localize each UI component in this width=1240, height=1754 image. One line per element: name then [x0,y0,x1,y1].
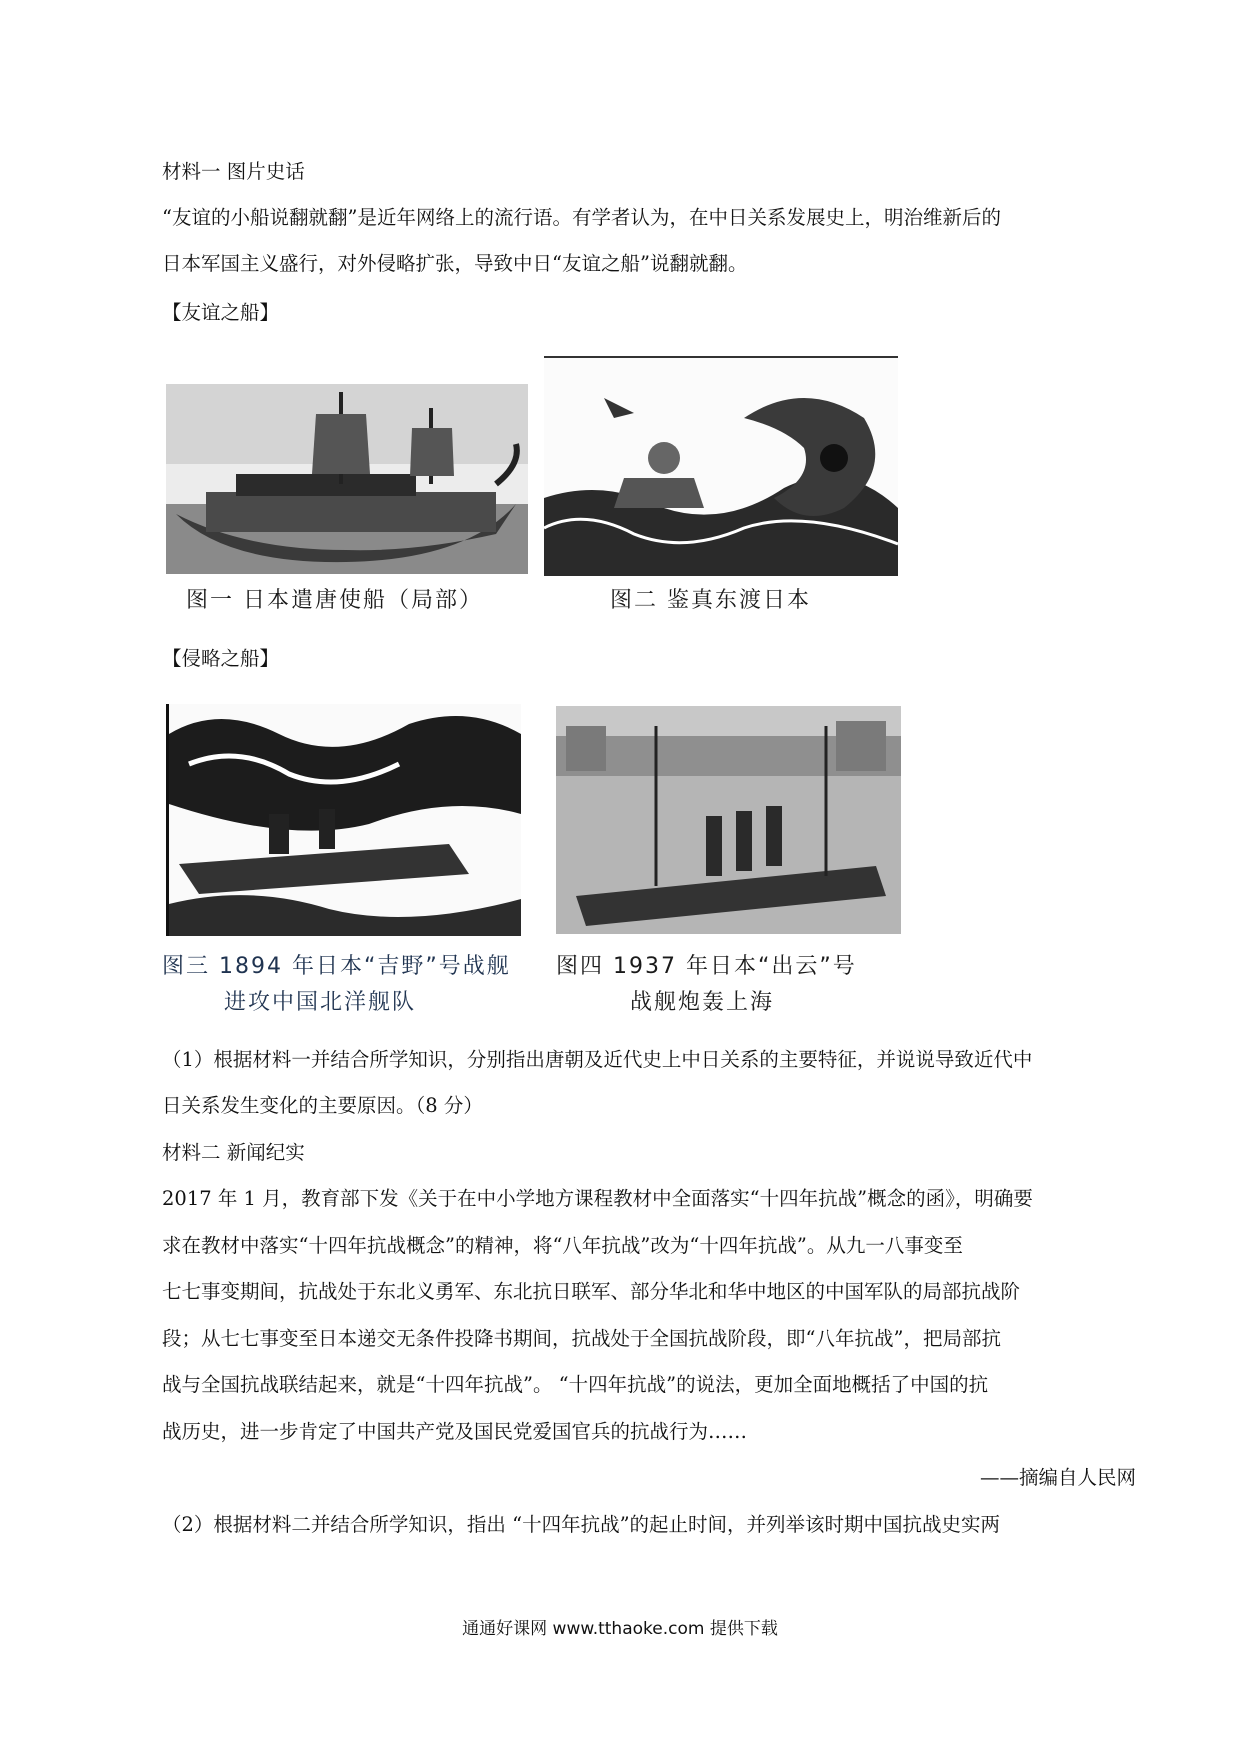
question-1-line: （1）根据材料一并结合所学知识，分别指出唐朝及近代史上中日关系的主要特征，并说说导致近代中 [162,1048,1033,1071]
material1-paragraph-line: 日本军国主义盛行，对外侵略扩张，导致中日“友谊之船”说翻就翻。 [162,252,748,275]
figure-1-envoy-ship-image [166,384,528,574]
question-1-line: 日关系发生变化的主要原因。（8 分） [162,1094,483,1117]
material1-paragraph-line: “友谊的小船说翻就翻”是近年网络上的流行语。有学者认为，在中日关系发展史上，明治维新后的 [162,206,1001,229]
material2-source: ——摘编自人民网 [979,1466,1136,1489]
figure-2-caption: 图二 鉴真东渡日本 [610,588,811,613]
material2-paragraph-line: 战与全国抗战联结起来，就是“十四年抗战”。 “十四年抗战”的说法，更加全面地概括了中国的抗 [162,1373,989,1396]
figure-1-caption: 图一 日本遣唐使船（局部） [186,588,483,613]
friendship-ship-label: 【友谊之船】 [162,301,280,324]
material2-paragraph-line: 求在教材中落实“十四年抗战概念”的精神，将“八年抗战”改为“十四年抗战”。从九一八事变至 [162,1234,963,1257]
figure-4-izumo-shanghai-image [556,706,901,934]
material1-heading: 材料一 图片史话 [162,160,305,183]
material2-paragraph-line: 段；从七七事变至日本递交无条件投降书期间，抗战处于全国抗战阶段，即“八年抗战”，把局部抗 [162,1327,1001,1350]
material2-paragraph-line: 2017 年 1 月，教育部下发《关于在中小学地方课程教材中全面落实“十四年抗战”概念的函》，明确要 [162,1187,1033,1210]
figure-3-caption: 进攻中国北洋舰队 [224,990,417,1015]
figure-3-caption: 图三 1894 年日本“吉野”号战舰 [162,954,511,979]
material2-paragraph-line: 七七事变期间，抗战处于东北义勇军、东北抗日联军、部分华北和华中地区的中国军队的局部抗战阶 [162,1280,1021,1303]
page-footer: 通通好课网 www.tthaoke.com 提供下载 [462,1619,778,1639]
figure-3-yoshino-battle-image [166,704,521,936]
figure-4-caption: 战舰炮轰上海 [630,990,775,1015]
question-2-line: （2）根据材料二并结合所学知识，指出 “十四年抗战”的起止时间，并列举该时期中国抗战史实两 [162,1513,1001,1536]
material2-heading: 材料二 新闻纪实 [162,1141,305,1164]
aggression-ship-label: 【侵略之船】 [162,647,280,670]
figure-2-jianzhen-image [544,356,898,576]
figure-4-caption: 图四 1937 年日本“出云”号 [556,954,857,979]
material2-paragraph-line: 战历史，进一步肯定了中国共产党及国民党爱国官兵的抗战行为…… [162,1420,748,1443]
